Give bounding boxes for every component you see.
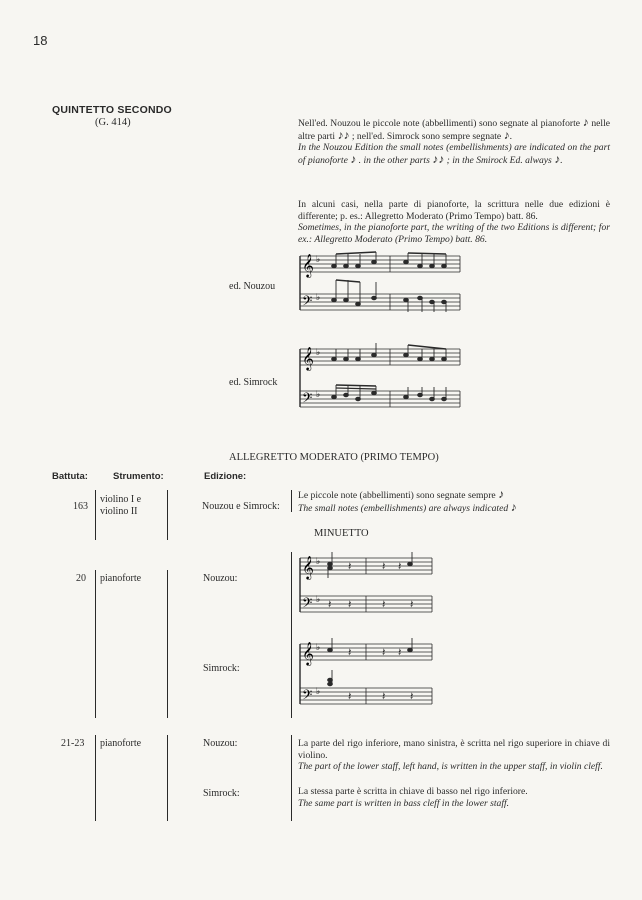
- divider: [167, 570, 168, 718]
- nouzou-example-label: ed. Nouzou: [229, 281, 276, 292]
- row3-text-b-it: La stessa parte è scritta in chiave di basso nel rigo inferiore.: [298, 786, 528, 797]
- row2-edition-simrock: Simrock:: [203, 663, 240, 674]
- eighth-note-icon: ♪: [498, 487, 505, 501]
- row3-nouzou-text: [298, 738, 610, 773]
- row3-text-b-en: The same part is written in bass cleff in the lower staff.: [298, 797, 510, 809]
- section-heading: ALLEGRETTO MODERATO (PRIMO TEMPO): [229, 452, 439, 463]
- svg-text:𝄢: 𝄢: [302, 293, 313, 312]
- simrock-score-excerpt: [298, 343, 462, 415]
- svg-text:𝄽: 𝄽: [382, 647, 386, 659]
- quintet-title: QUINTETTO SECONDO: [52, 104, 172, 116]
- svg-text:♭: ♭: [316, 556, 321, 566]
- svg-text:♭: ♭: [316, 642, 321, 652]
- row3-simrock-text: [298, 786, 610, 809]
- intro-p1-en-c: ; in the Smirock Ed. always: [446, 154, 552, 166]
- svg-text:𝄞: 𝄞: [302, 641, 314, 665]
- svg-text:𝄞: 𝄞: [302, 253, 314, 277]
- minuetto-nouzou-score: [298, 544, 434, 618]
- eighth-note-icon: ♪: [350, 151, 357, 166]
- row2-bar: 20: [76, 573, 86, 584]
- row3-text-a-it: La parte del rigo inferiore, mano sinistra, è scritta nel rigo superiore in chiave di violino.: [298, 738, 610, 761]
- row3-edition-nouzou: Nouzou:: [203, 738, 238, 749]
- eighth-note-icon: ♪: [582, 115, 589, 129]
- row3-text-a-en: The part of the lower staff, left hand, is written in the upper staff, in violin cleff.: [298, 761, 603, 772]
- svg-text:𝄽: 𝄽: [382, 561, 386, 573]
- row3-instrument: pianoforte: [100, 738, 142, 749]
- svg-text:♭: ♭: [316, 292, 321, 302]
- quintet-catalog: (G. 414): [95, 117, 131, 128]
- svg-text:𝄽: 𝄽: [348, 561, 352, 573]
- svg-text:𝄽: 𝄽: [348, 647, 352, 659]
- svg-text:𝄽: 𝄽: [410, 691, 414, 703]
- intro-p1-it: Nell'ed. Nouzou le piccole note (abbellimenti) sono segnate al pianoforte: [298, 118, 580, 129]
- svg-text:♭: ♭: [316, 254, 321, 264]
- divider: [291, 490, 292, 512]
- svg-text:𝄞: 𝄞: [302, 555, 314, 579]
- divider: [95, 735, 96, 821]
- grace-notes-icon: ♪♪: [432, 151, 445, 166]
- intro-paragraph-1: Nell'ed. Nouzou le piccole note (abbellimenti) sono segnate al pianoforte ♪ nelle altre parti ♪♪ ; nell'ed. Simrock sono sempre segnate ♪. In the Nouzou Edition the small notes (embellishments) are indicated on the part of pianoforte ♪ . in the other parts ♪♪ ; in the Smirock Ed. always ♪.: [298, 115, 610, 166]
- simrock-example-label: ed. Simrock: [229, 377, 278, 388]
- intro-p2-en: Sometimes, in the pianoforte part, the writing of the two Editions is different; for ex.: Allegretto Moderato (Primo Tempo) batt. 86.: [298, 222, 610, 245]
- intro-paragraph-2: [298, 199, 610, 245]
- svg-text:♭: ♭: [316, 347, 321, 357]
- row3-bar: 21-23: [61, 738, 85, 749]
- grace-notes-icon: ♪♪: [337, 127, 350, 142]
- minuetto-simrock-score: [298, 630, 434, 710]
- svg-text:♭: ♭: [316, 389, 321, 399]
- divider: [291, 552, 292, 718]
- eighth-note-icon: ♪: [510, 499, 517, 514]
- intro-p2-it: In alcuni casi, nella parte di pianoforte, la scrittura nelle due edizioni è differente; p. es.: Allegretto Moderato (Primo Tempo) batt. 86.: [298, 199, 610, 222]
- svg-text:𝄽: 𝄽: [348, 599, 352, 611]
- intro-p1-it-c: ; nell'ed. Simrock sono sempre segnate: [351, 130, 502, 142]
- svg-text:𝄽: 𝄽: [382, 599, 386, 611]
- svg-text:♭: ♭: [316, 594, 321, 604]
- row1-instrument-b: violino II: [100, 506, 138, 517]
- row1-instrument: [100, 494, 141, 518]
- divider: [95, 490, 96, 540]
- intro-p1-en-b: . in the other parts: [358, 154, 430, 166]
- svg-text:𝄽: 𝄽: [398, 647, 402, 659]
- svg-text:𝄽: 𝄽: [382, 691, 386, 703]
- svg-text:𝄞: 𝄞: [302, 346, 314, 370]
- row1-edition: Nouzou e Simrock:: [202, 501, 280, 512]
- svg-text:𝄢: 𝄢: [302, 390, 313, 409]
- row1-text-en: The small notes (embellishments) are always indicated: [298, 502, 509, 514]
- row2-instrument: pianoforte: [100, 573, 142, 584]
- row1-text: [298, 489, 610, 514]
- row1-text-it: Le piccole note (abbellimenti) sono segnate sempre: [298, 490, 496, 501]
- svg-text:𝄽: 𝄽: [348, 691, 352, 703]
- svg-text:𝄽: 𝄽: [398, 561, 402, 573]
- page-number: 18: [33, 33, 48, 48]
- header-bar: Battuta:: [52, 471, 88, 482]
- header-instrument: Strumento:: [113, 471, 164, 482]
- intro-p1-en: In the Nouzou Edition the small notes (embellishments) are indicated on the part of pianoforte: [298, 142, 610, 166]
- eighth-note-icon: ♪: [554, 151, 561, 166]
- svg-text:𝄽: 𝄽: [328, 599, 332, 611]
- divider: [167, 490, 168, 540]
- eighth-note-icon: ♪: [503, 127, 510, 142]
- row1-instrument-a: violino I e: [100, 494, 142, 505]
- intro-p1-it-b: nelle altre parti: [298, 118, 610, 142]
- svg-text:♭: ♭: [316, 686, 321, 696]
- header-edition: Edizione:: [204, 471, 247, 482]
- svg-text:𝄽: 𝄽: [410, 599, 414, 611]
- minuetto-title: MINUETTO: [314, 528, 369, 539]
- divider: [95, 570, 96, 718]
- row3-edition-simrock: Simrock:: [203, 788, 240, 799]
- divider: [291, 735, 292, 821]
- svg-text:𝄢: 𝄢: [302, 595, 313, 614]
- row1-bar: 163: [73, 501, 88, 512]
- svg-text:𝄢: 𝄢: [302, 687, 313, 706]
- nouzou-score-excerpt: [298, 250, 462, 318]
- divider: [167, 735, 168, 821]
- row2-edition-nouzou: Nouzou:: [203, 573, 238, 584]
